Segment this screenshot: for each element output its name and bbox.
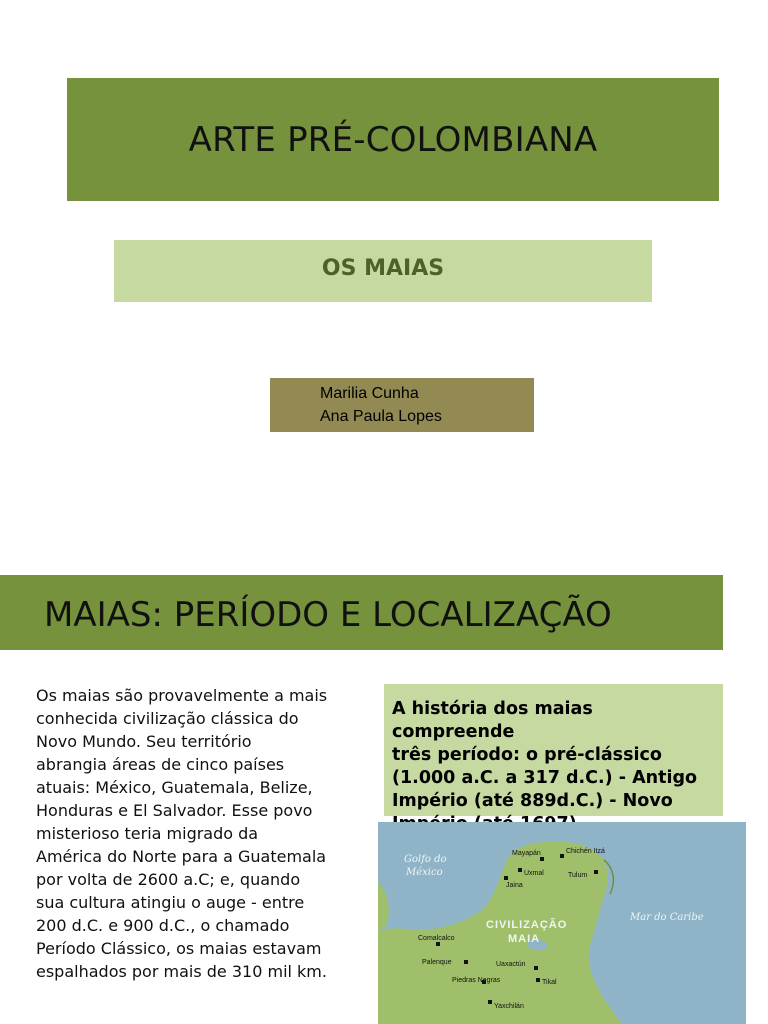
- subtitle-banner: [114, 240, 652, 302]
- city-marker-uxmal: [518, 868, 522, 872]
- author-name: Ana Paula Lopes: [320, 408, 442, 425]
- slide-period-location: [0, 560, 768, 1024]
- body-line: Novo Mundo. Seu território: [36, 732, 252, 751]
- city-marker-yaxchilan: [488, 1000, 492, 1004]
- region-label: MAIA: [508, 933, 541, 945]
- section-title-banner: [0, 575, 723, 650]
- callout-line: (1.000 a.C. a 317 d.C.) - Antigo: [392, 768, 698, 788]
- city-marker-uaxactun: [534, 966, 538, 970]
- city-marker-mayapan: [540, 857, 544, 861]
- subtitle-text: OS MAIAS: [321, 256, 445, 281]
- body-line: Os maias são provavelmente a mais: [36, 686, 328, 705]
- section-title-text: MAIAS: PERÍODO E LOCALIZAÇÃO: [44, 594, 612, 635]
- city-label: Tikal: [542, 979, 557, 986]
- title-banner: [67, 78, 719, 201]
- region-label: CIVILIZAÇÃO: [486, 919, 568, 931]
- map-svg: [378, 822, 746, 1024]
- author-name: Marilia Cunha: [320, 385, 419, 402]
- city-label: Yaxchilán: [494, 1003, 524, 1010]
- body-line: abrangia áreas de cinco países: [36, 755, 285, 774]
- city-label: Mayapán: [512, 850, 541, 857]
- body-line: Honduras e El Salvador. Esse povo: [36, 801, 313, 820]
- city-marker-palenque: [464, 960, 468, 964]
- city-marker-tikal: [536, 978, 540, 982]
- body-line: Período Clássico, os maias estavam: [36, 939, 322, 958]
- body-line: sua cultura atingiu o auge - entre: [36, 893, 305, 912]
- sea-label: Mar do Caribe: [630, 912, 704, 923]
- city-marker-chichen-itza: [560, 854, 564, 858]
- body-line: misterioso teria migrado da: [36, 824, 259, 843]
- city-label: Piedras Negras: [452, 977, 501, 984]
- callout-line: três período: o pré-clássico: [392, 745, 662, 765]
- body-line: espalhados por mais de 310 mil km.: [36, 962, 327, 981]
- city-label: Jaina: [506, 882, 523, 889]
- city-marker-tulum: [594, 870, 598, 874]
- callout-line: Império (até 889d.C.) - Novo: [392, 791, 673, 811]
- gulf-label: Golfo do: [404, 854, 447, 865]
- city-marker-jaina: [504, 876, 508, 880]
- body-paragraph: [36, 684, 358, 983]
- body-line: atuais: México, Guatemala, Belize,: [36, 778, 313, 797]
- callout-line: A história dos maias compreende: [392, 699, 593, 742]
- city-label: Palenque: [422, 959, 452, 966]
- city-label: Uaxactún: [496, 961, 526, 968]
- slide-title-text: ARTE PRÉ-COLOMBIANA: [188, 119, 598, 160]
- body-line: América do Norte para a Guatemala: [36, 847, 327, 866]
- authors-box: [270, 378, 534, 432]
- city-label: Tulum: [568, 872, 588, 879]
- body-line: conhecida civilização clássica do: [36, 709, 299, 728]
- city-label: Comalcalco: [418, 935, 455, 942]
- gulf-label: México: [406, 867, 443, 878]
- city-marker-comalcalco: [436, 942, 440, 946]
- city-label: Uxmal: [524, 870, 544, 877]
- history-callout: [384, 684, 723, 816]
- maya-region-map: [378, 822, 746, 1024]
- body-line: 200 d.C. e 900 d.C., o chamado: [36, 916, 290, 935]
- city-label: Chichén Itzá: [566, 848, 605, 855]
- body-line: por volta de 2600 a.C; e, quando: [36, 870, 301, 889]
